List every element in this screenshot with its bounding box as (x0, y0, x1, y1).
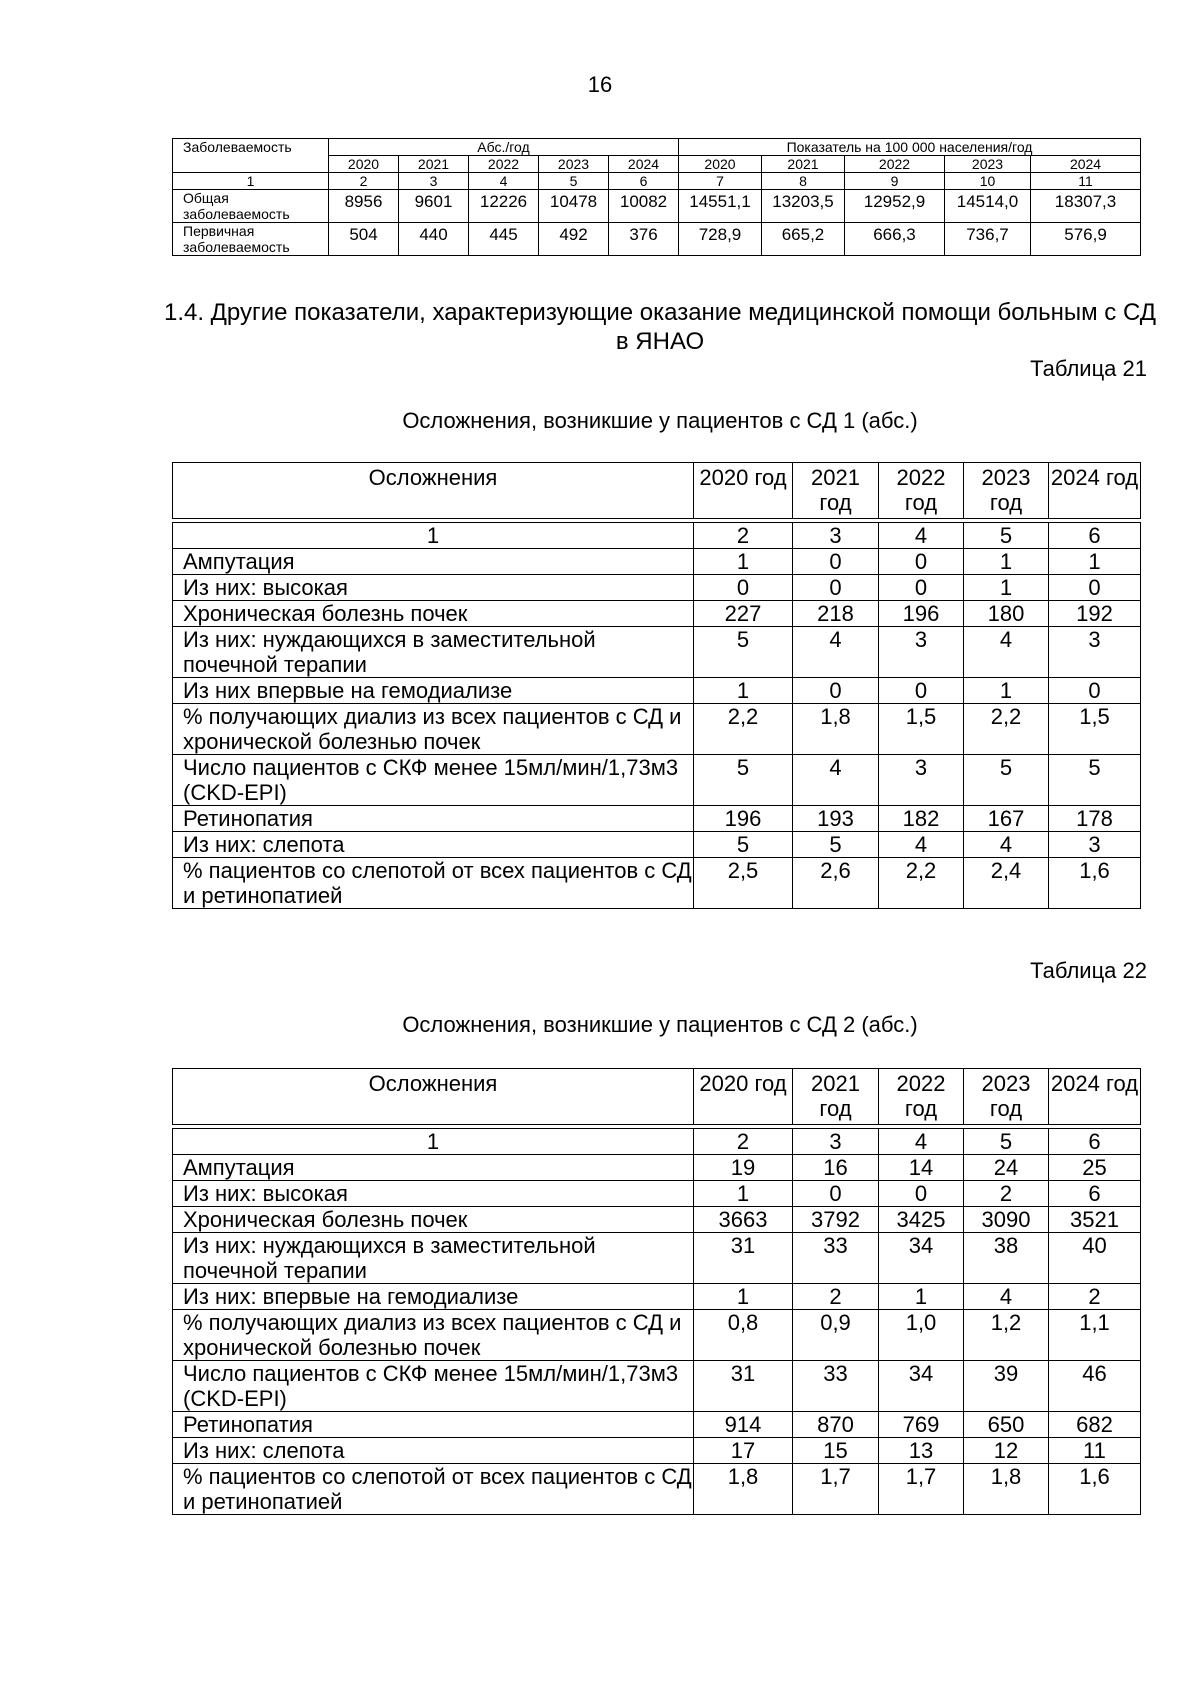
value-cell: 2,5 (694, 858, 793, 909)
row-label: Из них: нуждающихся в заместительной почечной терапии (173, 1233, 694, 1284)
value-cell: 4 (964, 627, 1049, 678)
value-cell: 650 (964, 1412, 1049, 1438)
col-number: 6 (1049, 523, 1141, 549)
value-cell: 666,3 (845, 223, 945, 256)
row-label: Хроническая болезнь почек (173, 601, 694, 627)
col-number: 3 (399, 173, 469, 190)
value-cell: 0 (879, 549, 964, 575)
value-cell: 1,5 (1049, 704, 1141, 755)
value-cell: 5 (694, 627, 793, 678)
col-number: 11 (1031, 173, 1141, 190)
value-cell: 1,8 (694, 1464, 793, 1515)
table22-caption: Осложнения, возникшие у пациентов с СД 2 (абс.) (402, 1012, 918, 1037)
year-header: 2021 год (793, 463, 879, 519)
value-cell: 3425 (879, 1207, 964, 1233)
value-cell: 0 (793, 575, 879, 601)
value-cell: 40 (1049, 1233, 1141, 1284)
year-cell: 2022 (469, 156, 539, 173)
value-cell: 1,8 (793, 704, 879, 755)
col-number: 4 (879, 523, 964, 549)
table22-header-row (173, 1069, 1141, 1125)
value-cell: 13203,5 (762, 190, 845, 223)
value-cell: 19 (694, 1155, 793, 1181)
incidence-header-label: Заболеваемость (173, 139, 329, 173)
col-number: 6 (609, 173, 679, 190)
value-cell: 1 (694, 549, 793, 575)
year-header: 2023 год (964, 1069, 1049, 1125)
row-label: % получающих диализ из всех пациентов с СД и хронической болезнью почек (173, 704, 694, 755)
col-number: 1 (173, 523, 694, 549)
table21-header-row (173, 463, 1141, 519)
value-cell: 14551,1 (679, 190, 762, 223)
table-row (173, 601, 1141, 627)
row-label: Из них: слепота (173, 832, 694, 858)
value-cell: 769 (879, 1412, 964, 1438)
value-cell: 440 (399, 223, 469, 256)
value-cell: 6 (1049, 1181, 1141, 1207)
value-cell: 1 (694, 678, 793, 704)
value-cell: 38 (964, 1233, 1049, 1284)
value-cell: 5 (793, 832, 879, 858)
value-cell: 33 (793, 1233, 879, 1284)
value-cell: 2,2 (964, 704, 1049, 755)
year-cell: 2021 (762, 156, 845, 173)
table-row (173, 1361, 1141, 1412)
year-cell: 2020 (679, 156, 762, 173)
col-number: 3 (793, 523, 879, 549)
value-cell: 31 (694, 1361, 793, 1412)
value-cell: 3 (879, 755, 964, 806)
value-cell: 227 (694, 601, 793, 627)
value-cell: 2,4 (964, 858, 1049, 909)
value-cell: 3 (1049, 627, 1141, 678)
row-label: Хроническая болезнь почек (173, 1207, 694, 1233)
value-cell: 736,7 (945, 223, 1031, 256)
year-cell: 2022 (845, 156, 945, 173)
table21-colnum-row (173, 523, 1141, 549)
year-cell: 2021 (399, 156, 469, 173)
row-label: Из них: нуждающихся в заместительной почечной терапии (173, 627, 694, 678)
year-header: 2024 год (1049, 1069, 1141, 1125)
table-row (173, 755, 1141, 806)
row-label: Общая заболеваемость (173, 190, 329, 223)
value-cell: 0 (694, 575, 793, 601)
table-row (173, 1284, 1141, 1310)
year-header: 2021 год (793, 1069, 879, 1125)
value-cell: 504 (329, 223, 399, 256)
value-cell: 0 (1049, 575, 1141, 601)
col-number: 5 (964, 523, 1049, 549)
value-cell: 1 (694, 1284, 793, 1310)
value-cell: 1,2 (964, 1310, 1049, 1361)
header-label: Осложнения (173, 1069, 694, 1125)
col-number: 4 (469, 173, 539, 190)
value-cell: 445 (469, 223, 539, 256)
table-row (173, 806, 1141, 832)
value-cell: 14 (879, 1155, 964, 1181)
value-cell: 192 (1049, 601, 1141, 627)
value-cell: 0 (793, 549, 879, 575)
col-number: 8 (762, 173, 845, 190)
row-label: % пациентов со слепотой от всех пациентов с СД и ретинопатией (173, 858, 694, 909)
value-cell: 0,9 (793, 1310, 879, 1361)
value-cell: 3792 (793, 1207, 879, 1233)
year-header: 2020 год (694, 463, 793, 519)
table-row (173, 1233, 1141, 1284)
year-cell: 2020 (329, 156, 399, 173)
table-row (173, 1181, 1141, 1207)
value-cell: 492 (539, 223, 609, 256)
value-cell: 11 (1049, 1438, 1141, 1464)
value-cell: 196 (694, 806, 793, 832)
value-cell: 3090 (964, 1207, 1049, 1233)
value-cell: 2,6 (793, 858, 879, 909)
row-label: Число пациентов с СКФ менее 15мл/мин/1,73м3 (CKD-EPI) (173, 1361, 694, 1412)
col-number: 2 (694, 523, 793, 549)
row-label: Ретинопатия (173, 806, 694, 832)
value-cell: 5 (964, 755, 1049, 806)
table-row (173, 1310, 1141, 1361)
year-cell: 2024 (1031, 156, 1141, 173)
col-number: 6 (1049, 1129, 1141, 1155)
col-number: 2 (694, 1129, 793, 1155)
col-number: 2 (329, 173, 399, 190)
value-cell: 2 (793, 1284, 879, 1310)
value-cell: 34 (879, 1233, 964, 1284)
col-number: 9 (845, 173, 945, 190)
year-header: 2022 год (879, 463, 964, 519)
value-cell: 2 (1049, 1284, 1141, 1310)
value-cell: 196 (879, 601, 964, 627)
value-cell: 2 (964, 1181, 1049, 1207)
value-cell: 17 (694, 1438, 793, 1464)
value-cell: 1 (964, 678, 1049, 704)
value-cell: 0 (879, 575, 964, 601)
year-cell: 2023 (945, 156, 1031, 173)
value-cell: 1,6 (1049, 1464, 1141, 1515)
col-number: 4 (879, 1129, 964, 1155)
value-cell: 5 (1049, 755, 1141, 806)
value-cell: 24 (964, 1155, 1049, 1181)
row-label: Число пациентов с СКФ менее 15мл/мин/1,73м3 (CKD-EPI) (173, 755, 694, 806)
value-cell: 5 (694, 755, 793, 806)
table21-caption: Осложнения, возникшие у пациентов с СД 1 (абс.) (402, 408, 918, 433)
value-cell: 16 (793, 1155, 879, 1181)
table-row (173, 1207, 1141, 1233)
value-cell: 2,2 (879, 858, 964, 909)
value-cell: 0 (879, 678, 964, 704)
value-cell: 8956 (329, 190, 399, 223)
table-row (173, 190, 1141, 223)
year-header: 2023 год (964, 463, 1049, 519)
value-cell: 5 (694, 832, 793, 858)
value-cell: 0 (793, 1181, 879, 1207)
table22 (172, 1068, 1141, 1515)
incidence-colnum-row (173, 173, 1141, 190)
value-cell: 682 (1049, 1412, 1141, 1438)
table21-label: Таблица 21 (1030, 356, 1147, 381)
table-row (173, 1438, 1141, 1464)
value-cell: 1,5 (879, 704, 964, 755)
value-cell: 12952,9 (845, 190, 945, 223)
value-cell: 4 (964, 1284, 1049, 1310)
value-cell: 193 (793, 806, 879, 832)
col-number: 7 (679, 173, 762, 190)
value-cell: 0 (1049, 678, 1141, 704)
col-number: 1 (173, 1129, 694, 1155)
table21 (172, 462, 1141, 909)
col-number: 10 (945, 173, 1031, 190)
value-cell: 31 (694, 1233, 793, 1284)
value-cell: 376 (609, 223, 679, 256)
value-cell: 1 (879, 1284, 964, 1310)
value-cell: 34 (879, 1361, 964, 1412)
value-cell: 218 (793, 601, 879, 627)
row-label: % получающих диализ из всех пациентов с СД и хронической болезнью почек (173, 1310, 694, 1361)
row-label: Из них: высокая (173, 1181, 694, 1207)
value-cell: 3663 (694, 1207, 793, 1233)
value-cell: 1,7 (879, 1464, 964, 1515)
row-label: % пациентов со слепотой от всех пациентов с СД и ретинопатией (173, 1464, 694, 1515)
year-cell: 2023 (539, 156, 609, 173)
col-number: 3 (793, 1129, 879, 1155)
row-label: Первичная заболеваемость (173, 223, 329, 256)
table-row (173, 678, 1141, 704)
section-title: 1.4. Другие показатели, характеризующие оказание медицинской помощи больным с СД в ЯНАО (163, 299, 1157, 355)
table-row (173, 627, 1141, 678)
value-cell: 167 (964, 806, 1049, 832)
value-cell: 3 (1049, 832, 1141, 858)
header-label: Осложнения (173, 463, 694, 519)
table-row (173, 704, 1141, 755)
row-label: Ампутация (173, 549, 694, 575)
value-cell: 1 (964, 575, 1049, 601)
col-number: 5 (539, 173, 609, 190)
value-cell: 25 (1049, 1155, 1141, 1181)
table22-label: Таблица 22 (1030, 958, 1147, 983)
col-number: 5 (964, 1129, 1049, 1155)
table-row (173, 1412, 1141, 1438)
value-cell: 1 (964, 549, 1049, 575)
page-number: 16 (587, 72, 613, 97)
col-number: 1 (173, 173, 329, 190)
value-cell: 4 (879, 832, 964, 858)
incidence-header-abs: Абс./год (329, 139, 679, 156)
table-row (173, 223, 1141, 256)
value-cell: 914 (694, 1412, 793, 1438)
row-label: Из них: слепота (173, 1438, 694, 1464)
row-label: Ампутация (173, 1155, 694, 1181)
incidence-header-rate: Показатель на 100 000 населения/год (679, 139, 1141, 156)
value-cell: 0 (879, 1181, 964, 1207)
year-header: 2020 год (694, 1069, 793, 1125)
value-cell: 665,2 (762, 223, 845, 256)
row-label: Ретинопатия (173, 1412, 694, 1438)
value-cell: 1,8 (964, 1464, 1049, 1515)
value-cell: 14514,0 (945, 190, 1031, 223)
value-cell: 4 (793, 755, 879, 806)
value-cell: 12 (964, 1438, 1049, 1464)
value-cell: 18307,3 (1031, 190, 1141, 223)
value-cell: 0 (793, 678, 879, 704)
incidence-header-row (173, 139, 1141, 156)
value-cell: 1,1 (1049, 1310, 1141, 1361)
value-cell: 15 (793, 1438, 879, 1464)
value-cell: 4 (793, 627, 879, 678)
table-row (173, 832, 1141, 858)
value-cell: 13 (879, 1438, 964, 1464)
value-cell: 2,2 (694, 704, 793, 755)
table-row (173, 1464, 1141, 1515)
value-cell: 12226 (469, 190, 539, 223)
value-cell: 1 (694, 1181, 793, 1207)
value-cell: 1 (1049, 549, 1141, 575)
year-header: 2024 год (1049, 463, 1141, 519)
value-cell: 1,7 (793, 1464, 879, 1515)
value-cell: 3 (879, 627, 964, 678)
value-cell: 3521 (1049, 1207, 1141, 1233)
value-cell: 4 (964, 832, 1049, 858)
value-cell: 1,6 (1049, 858, 1141, 909)
value-cell: 46 (1049, 1361, 1141, 1412)
value-cell: 180 (964, 601, 1049, 627)
value-cell: 0,8 (694, 1310, 793, 1361)
table22-colnum-row (173, 1129, 1141, 1155)
table-row (173, 549, 1141, 575)
year-header: 2022 год (879, 1069, 964, 1125)
value-cell: 10082 (609, 190, 679, 223)
table-row (173, 858, 1141, 909)
value-cell: 1,0 (879, 1310, 964, 1361)
row-label: Из них: впервые на гемодиализе (173, 1284, 694, 1310)
value-cell: 576,9 (1031, 223, 1141, 256)
value-cell: 182 (879, 806, 964, 832)
row-label: Из них: высокая (173, 575, 694, 601)
value-cell: 870 (793, 1412, 879, 1438)
value-cell: 10478 (539, 190, 609, 223)
table-row (173, 1155, 1141, 1181)
value-cell: 178 (1049, 806, 1141, 832)
value-cell: 39 (964, 1361, 1049, 1412)
value-cell: 9601 (399, 190, 469, 223)
row-label: Из них впервые на гемодиализе (173, 678, 694, 704)
incidence-table (172, 138, 1141, 256)
year-cell: 2024 (609, 156, 679, 173)
value-cell: 33 (793, 1361, 879, 1412)
value-cell: 728,9 (679, 223, 762, 256)
table-row (173, 575, 1141, 601)
